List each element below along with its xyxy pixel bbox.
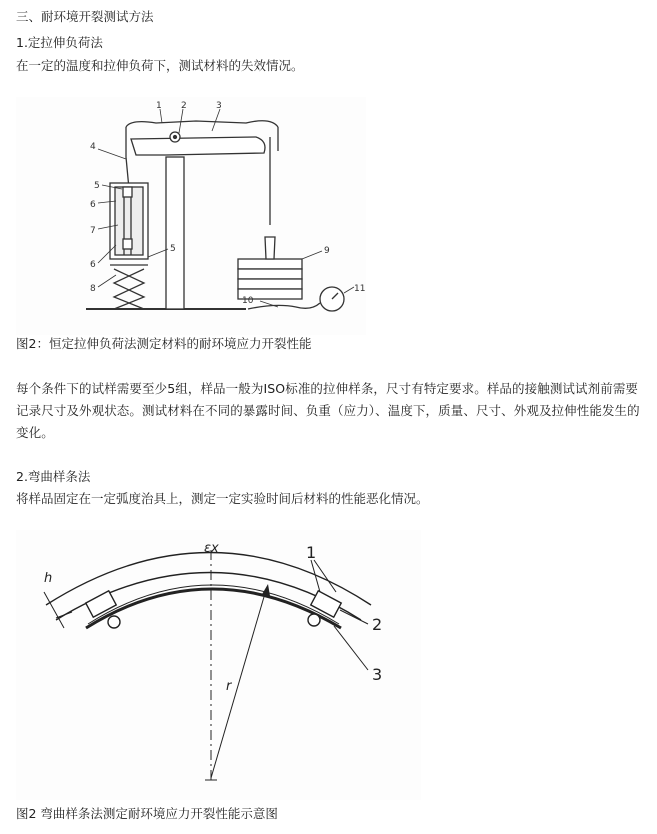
figure1-caption: 图2：恒定拉伸负荷法测定材料的耐环境应力开裂性能 <box>16 336 312 351</box>
callout-2: 2 <box>372 615 383 634</box>
apparatus-label-11: 11 <box>354 284 366 294</box>
apparatus-label-3: 3 <box>216 101 222 111</box>
apparatus-label-2: 2 <box>181 101 187 111</box>
radius-label: r <box>226 679 232 694</box>
method2-heading: 2.弯曲样条法 <box>16 469 91 484</box>
method2-description: 将样品固定在一定弧度治具上，测定一定实验时间后材料的性能恶化情况。 <box>16 491 429 506</box>
apparatus-label-4: 4 <box>90 142 96 152</box>
apparatus-label-1: 1 <box>156 101 162 111</box>
strain-label: εx <box>204 541 219 556</box>
apparatus-label-9: 9 <box>324 246 330 256</box>
method1-heading: 1.定拉伸负荷法 <box>16 35 103 50</box>
callout-1: 1 <box>306 543 317 562</box>
section-title: 三、耐环境开裂测试方法 <box>16 9 154 24</box>
apparatus-label-5b: 5 <box>170 244 176 254</box>
apparatus-label-5: 5 <box>94 181 100 191</box>
figure-tensile-load-apparatus <box>16 97 366 335</box>
callout-3: 3 <box>372 665 383 684</box>
tensile-load-diagram <box>16 97 366 335</box>
thickness-label: h <box>44 571 53 586</box>
apparatus-label-6b: 6 <box>90 260 96 270</box>
figure2-caption: 图2 弯曲样条法测定耐环境应力开裂性能示意图 <box>16 806 278 821</box>
method1-description: 在一定的温度和拉伸负荷下，测试材料的失效情况。 <box>16 58 304 73</box>
apparatus-label-6: 6 <box>90 200 96 210</box>
apparatus-label-10: 10 <box>242 296 254 306</box>
bent-strip-diagram <box>16 530 421 800</box>
figure-bent-strip <box>16 530 421 800</box>
method1-body: 每个条件下的试样需要至少5组，样品一般为ISO标准的拉伸样条，尺寸有特定要求。样品的接触测试试剂前需要记录尺寸及外观状态。测试材料在不同的暴露时间、负重（应力）、温度下，质量、尺寸、外观及拉伸性能发生的变化。 <box>16 381 640 440</box>
apparatus-label-8: 8 <box>90 284 96 294</box>
apparatus-label-7: 7 <box>90 226 96 236</box>
